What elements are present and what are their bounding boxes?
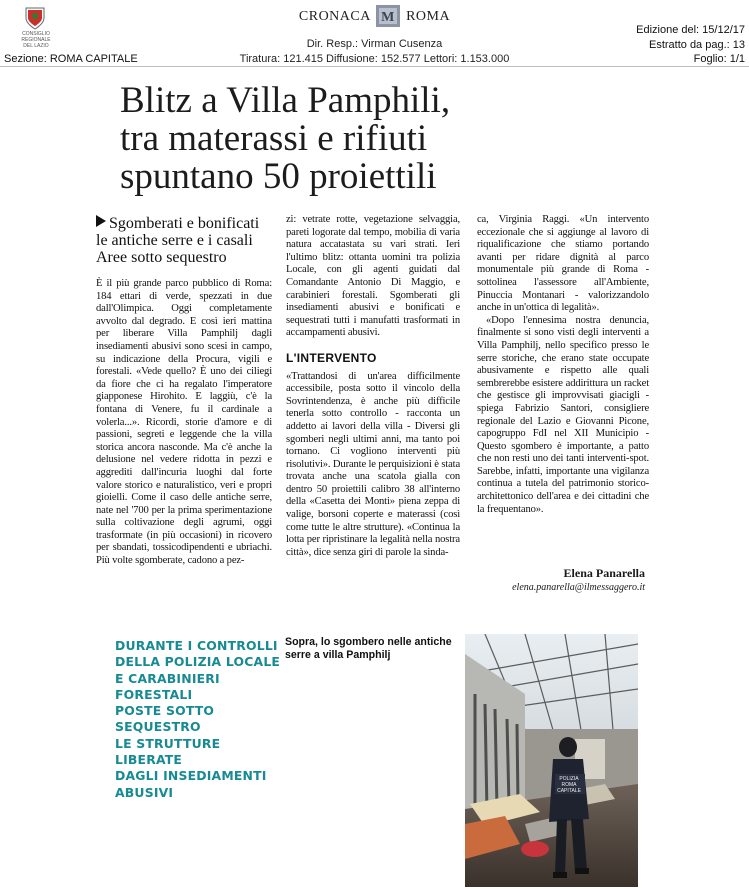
pull-quote [115, 638, 290, 801]
article-column-1 [96, 278, 272, 568]
body-paragraph: «Trattandosi di un'area difficilmente accessibile, posta sotto il vincolo della Sovrintendenza, è anche più difficile tenerla sotto controllo - racconta un addetto ai lavori della villa - Diversi gli sgomberi negli ultimi anni, ma tanto poi tornano. Ci vogliono interventi più risolutivi». Durante le perquisizioni è stata trovata anche una scatola gialla con dentro 50 proiettili calibro 38 all'interno della «Casetta dei Monti» piena zeppa di valige, borsoni coperte e materassi (così come tutte le altre strutture). «Continua la lotta per ripristinare la legalità nella nostra città», dice senza giri di parole la sinda- [286, 370, 460, 558]
headline-line: Blitz a Villa Pamphili, [120, 80, 451, 121]
svg-text:M: M [381, 10, 395, 25]
pullquote-line: DURANTE I CONTROLLI [115, 638, 278, 653]
vest-text: CAPITALE [557, 788, 581, 794]
article-column-3 [477, 214, 649, 516]
pullquote-line: POSTE SOTTO SEQUESTRO [115, 703, 215, 735]
headline-line: tra materassi e rifiuti [120, 118, 428, 159]
body-paragraph: ca, Virginia Raggi. «Un intervento eccezionale che si aggiunge al lavoro di riqualificazione che stiamo portando avanti per ridare dignità al parco monumentale più grande di Roma - sottolinea l'assessore all'Ambiente, Pinuccia Montanari - valorizzandolo anche in un'ottica di legalità». [477, 214, 649, 314]
body-paragraph: zi: vetrate rotte, vegetazione selvaggia, pareti logorate dal tempo, mobilia di varia natura accatastata su vari strati. Ieri l'ultimo blitz: ottanta uomini tra polizia Locale, con gli agenti guidati dal Comandante Antonio Di Maggio, e carabinieri forestali. Sgomberati gli insediamenti abusivi e bonificati e sequestrati tutti i manufatti trasformati in accampamenti abusivi. [286, 214, 460, 339]
body-paragraph: «Dopo l'ennesima nostra denuncia, finalmente si sono visti degli interventi a Villa Pamphilj, nello specifico presso le serre storiche, che erano state occupate abusivamente e rispetto alle quali sembrerebbe esistere addirittura un racket che gestisce gli improvvisati giacigli - spiega Fabrizio Santori, consigliere regionale del Lazio e Giovanni Picone, capogruppo FdI nel XII Municipio - Questo sgombero è importante, a patto che non resti uno dei tanti interventi-spot. Sarebbe, infatti, importante una vigilanza continua a tutela del patrimonio storico-architettonico dell'area e dei cittadini che la frequentano». [477, 314, 649, 515]
pullquote-line: E CARABINIERI FORESTALI [115, 670, 220, 702]
author-byline: Elena Panarella [563, 566, 645, 580]
edition-date: Edizione del: 15/12/17 [636, 24, 745, 36]
pullquote-line: LE STRUTTURE LIBERATE [115, 735, 221, 768]
masthead-right: ROMA [406, 9, 451, 25]
director-line: Dir. Resp.: Virman Cusenza [306, 38, 443, 50]
article-kicker [96, 215, 274, 266]
sheet-number: Foglio: 1/1 [693, 53, 745, 65]
author-email: elena.panarella@ilmessaggero.it [512, 582, 645, 593]
headline-line: spuntano 50 proiettili [120, 156, 437, 197]
header-divider [0, 66, 749, 67]
section-subhead: L'INTERVENTO [286, 350, 377, 365]
masthead-logo-icon [376, 5, 400, 27]
article-headline [120, 82, 640, 196]
masthead-left: CRONACA [298, 9, 371, 25]
triangle-bullet-icon [96, 215, 106, 227]
article-photo [465, 634, 638, 887]
kicker-text: Sgomberati e bonificati le antiche serre e i casali Aree sotto sequestro [96, 215, 260, 266]
clipping-header [0, 0, 749, 68]
extract-page: Estratto da pag.: 13 [648, 39, 745, 51]
pullquote-line: DAGLI INSEDIAMENTI ABUSIVI [115, 768, 267, 800]
body-paragraph: È il più grande parco pubblico di Roma: 184 ettari di verde, spezzati in due dall'Olimpica. Oggi completamente avvolto dal degrado. E così ieri mattina per liberare Villa Pamphilj dagli insediamenti abusivi sono scesi in campo, su indicazione della Procura, vigili e forestali. «Vede quello? È uno dei ciliegi da fiore che ci ha regalato l'imperatore giapponese Hirohito. E laggiù, c'è la fontana di Venere, fu il cardinale a volerla...». Ricordi, storie d'amore e di passioni, segreti e leggende che la villa storica ancora nasconde. Ma c'è anche la delusione nel vedere ridotta in pezzi e aggrediti dall'incuria luoghi dal forte valore storico e naturalistico, veri e propri gioielli. Come il caso delle antiche serre, nate nel '700 per la prima sperimentazione sulla coltivazione degli agrumi, oggi trasformate (in più occasioni) in ricovero per sbandati, tossicodipendenti e ubriachi. Più volte sgomberate, cadono a pez- [96, 278, 272, 567]
article-column-2 [286, 214, 460, 559]
section-label: Sezione: ROMA CAPITALE [4, 53, 138, 65]
circulation-line: Tiratura: 121.415 Diffusione: 152.577 Lettori: 1.153.000 [239, 53, 510, 65]
pullquote-line: DELLA POLIZIA LOCALE [115, 654, 281, 670]
vest-text: POLIZIA [559, 776, 579, 782]
logo-caption: CONSIGLIO REGIONALE DEL LAZIO [21, 31, 51, 49]
greenhouse-photo-illustration [465, 634, 638, 887]
vest-text: ROMA [561, 782, 577, 788]
photo-caption: Sopra, lo sgombero nelle antiche serre a villa Pamphilj [285, 636, 452, 661]
